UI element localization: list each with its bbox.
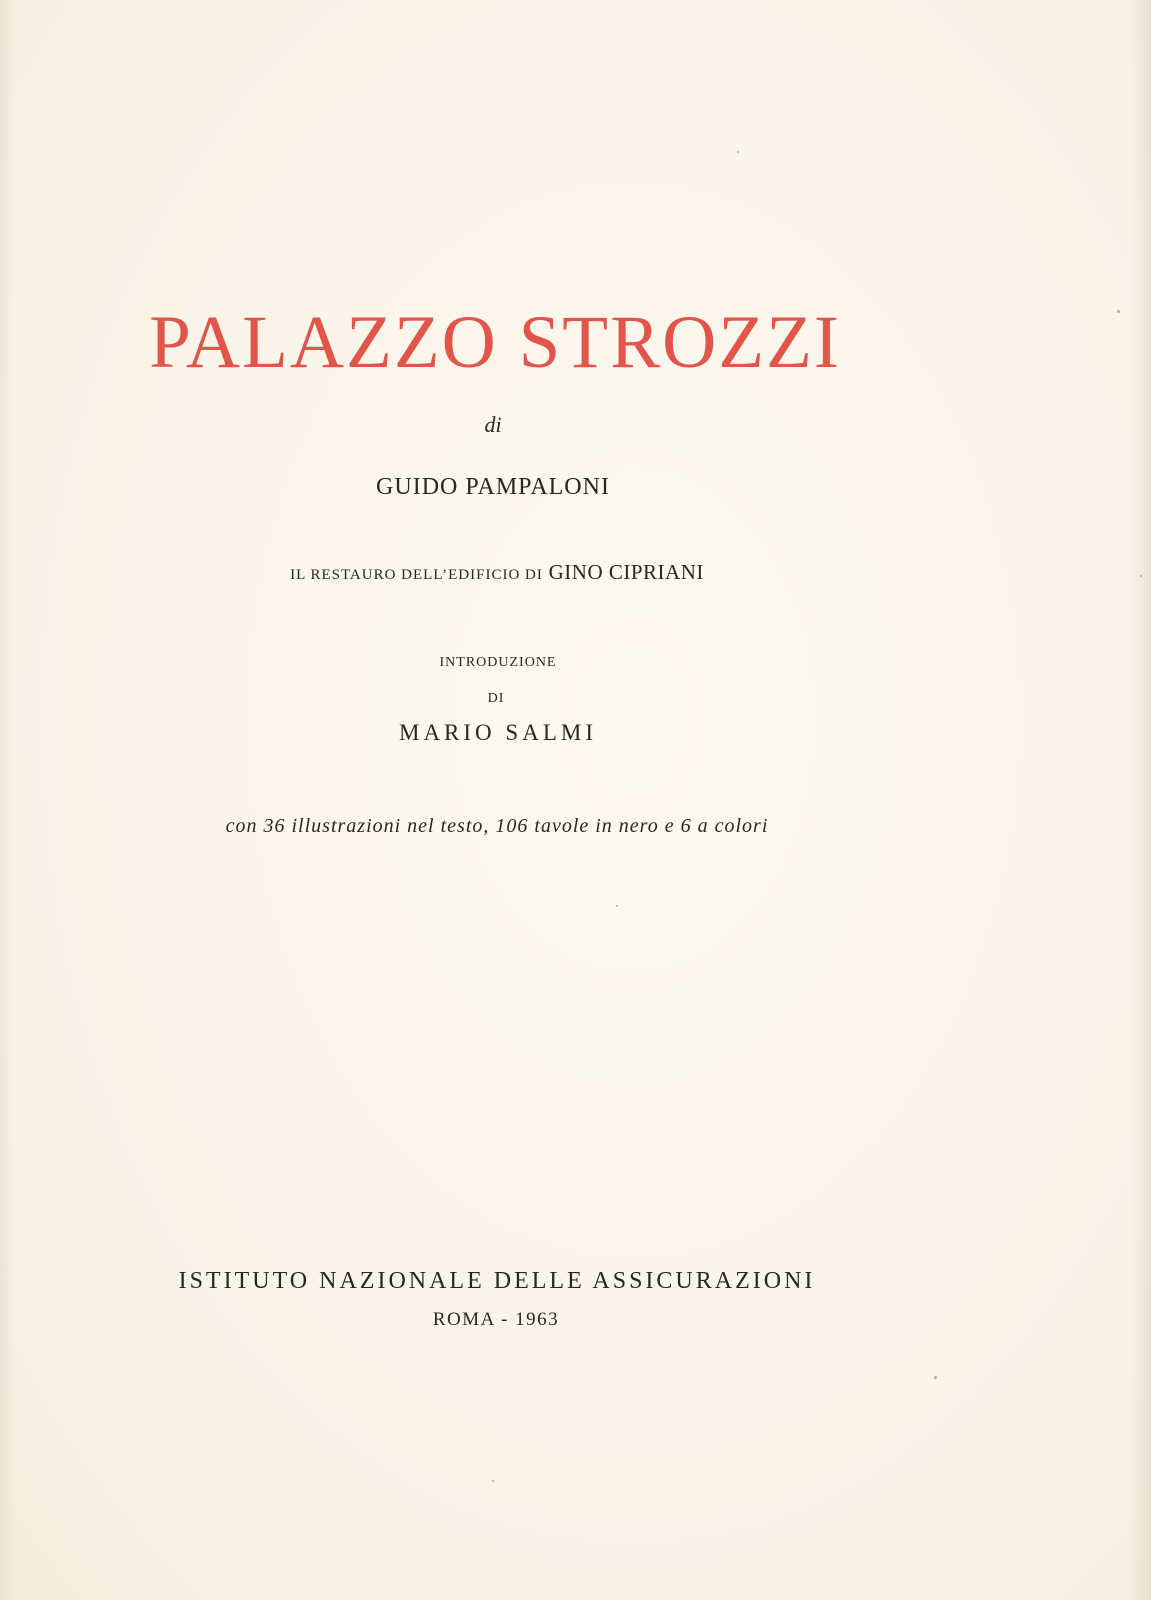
paper-speck [1117, 310, 1120, 313]
book-title: PALAZZO STROZZI [149, 301, 841, 384]
author-name: GUIDO PAMPALONI [376, 474, 610, 500]
illustrations-note: con 36 illustrazioni nel testo, 106 tavole in nero e 6 a colori [225, 815, 769, 837]
page-left-edge-shadow [0, 0, 14, 1600]
paper-speck [616, 905, 618, 907]
restoration-prefix: IL RESTAURO DELL’EDIFICIO DI [290, 567, 543, 583]
introduction-author: MARIO SALMI [399, 720, 597, 745]
place-and-date: ROMA - 1963 [432, 1309, 560, 1330]
page-right-edge-shadow [1129, 0, 1151, 1600]
introduction-by: DI [487, 691, 505, 706]
restoration-name: GINO CIPRIANI [548, 560, 704, 584]
by-label: di [484, 412, 502, 437]
paper-speck [737, 151, 739, 153]
introduction-label: INTRODUZIONE [439, 655, 557, 670]
restoration-credit [0, 560, 997, 585]
paper-speck [492, 1480, 494, 1482]
paper-speck [934, 1376, 937, 1379]
paper-speck [1140, 575, 1142, 577]
publisher-name: ISTITUTO NAZIONALE DELLE ASSICURAZIONI [178, 1268, 816, 1294]
